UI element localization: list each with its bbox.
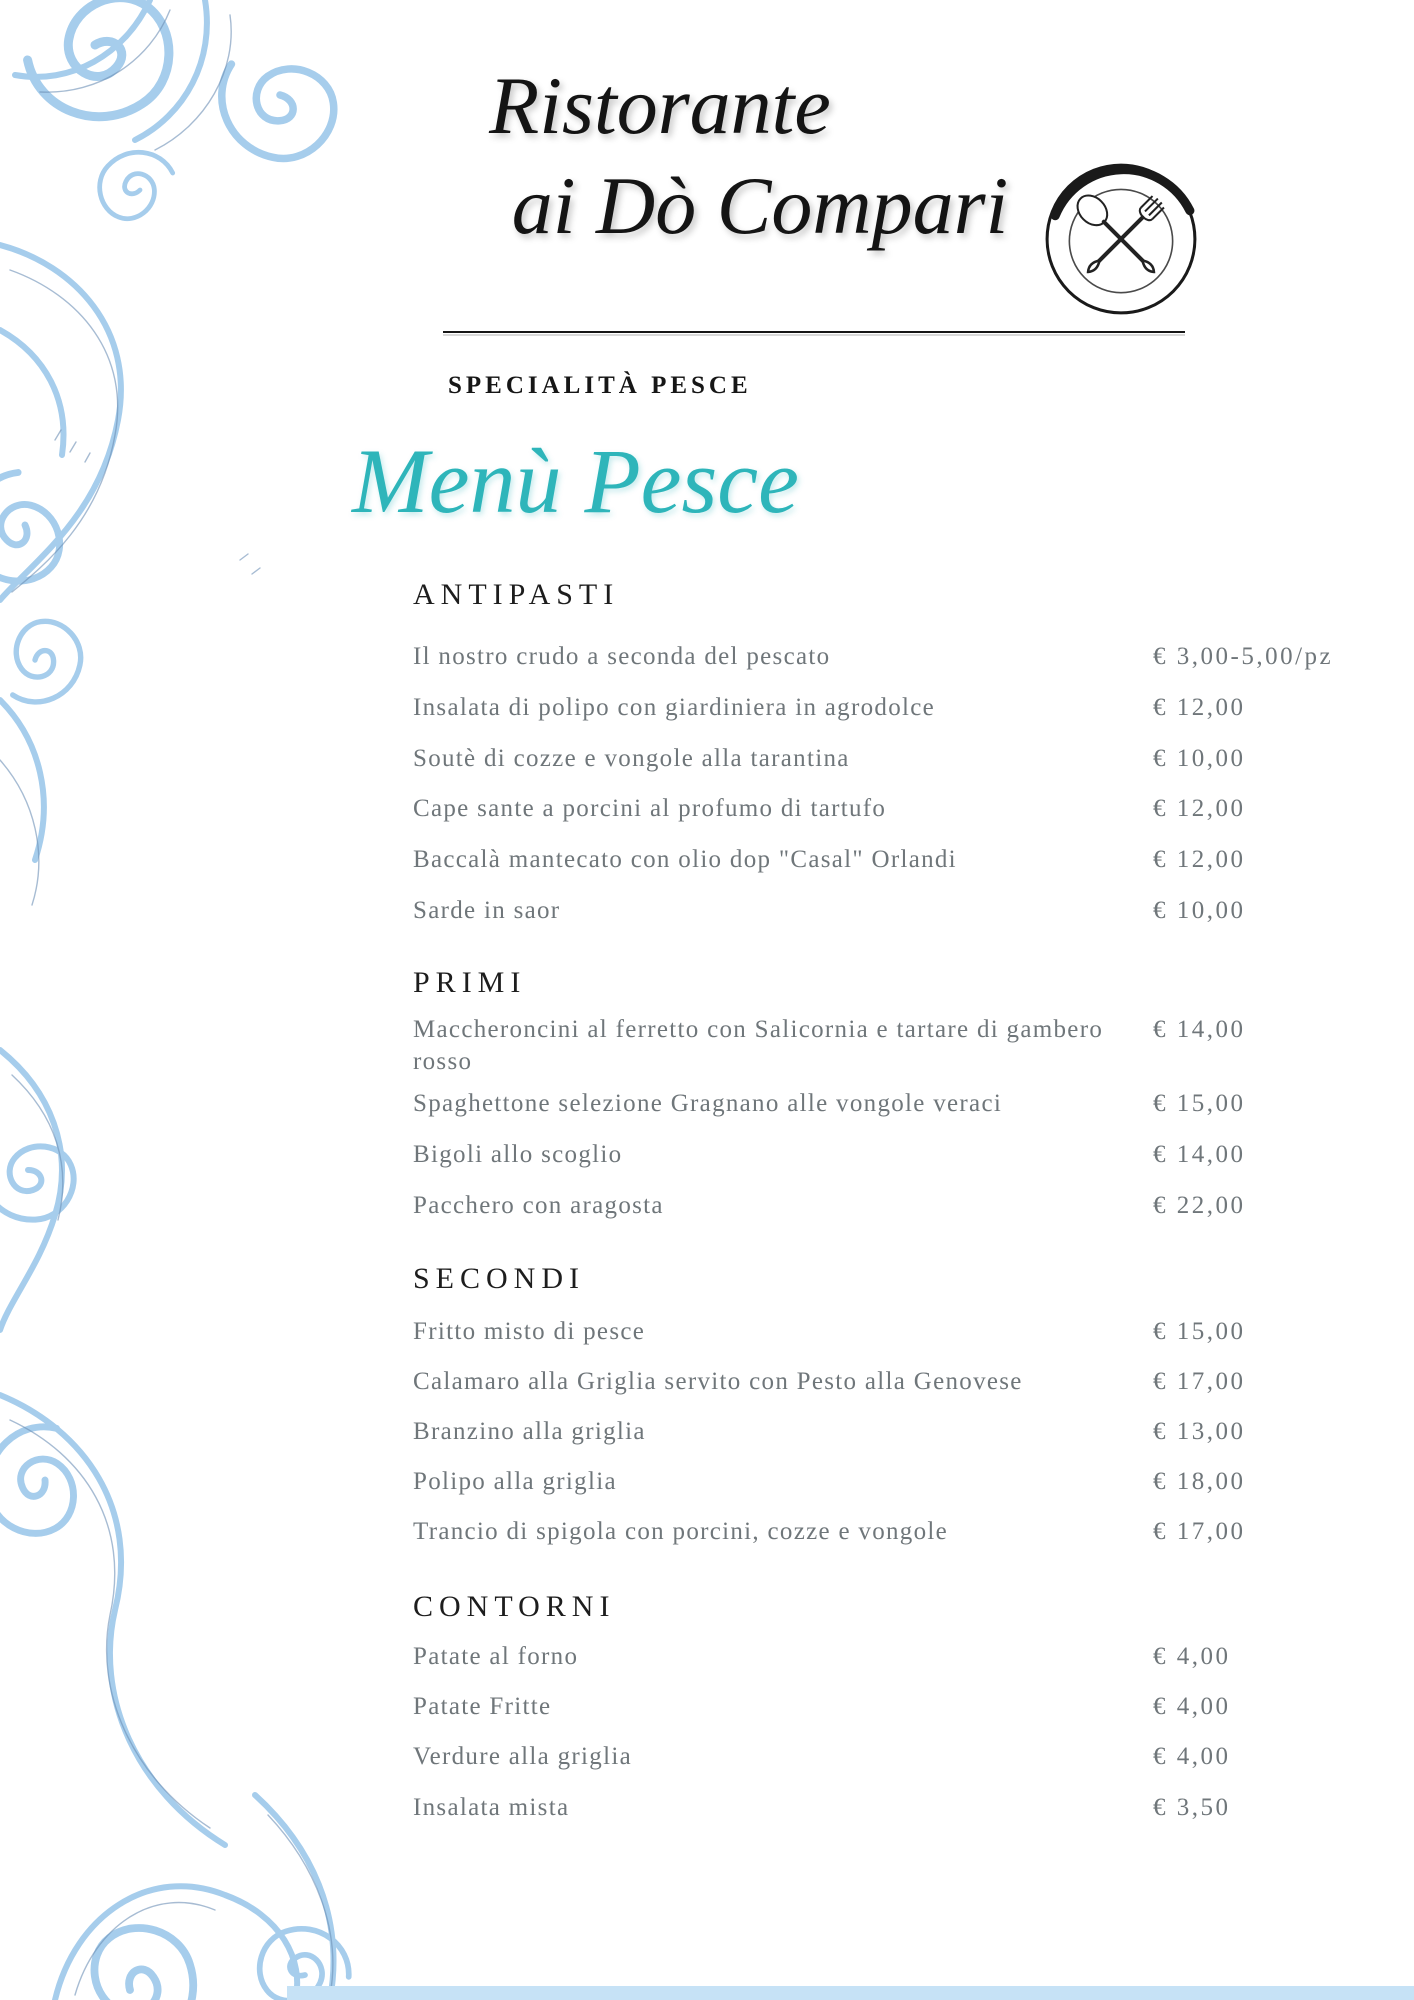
menu-item-row xyxy=(413,1741,1373,1773)
menu-item-price: € 14,00 xyxy=(1153,1016,1246,1043)
menu-item-row xyxy=(413,1014,1373,1078)
menu-item-name: Branzino alla griglia xyxy=(413,1418,646,1445)
menu-item-price: € 3,50 xyxy=(1153,1794,1231,1821)
restaurant-name-line2: ai Dò Compari xyxy=(511,160,1009,251)
menu-item-row xyxy=(413,1641,1373,1673)
menu-item-price: € 10,00 xyxy=(1153,745,1246,772)
menu-item-name: Maccheroncini al ferretto con Salicornia e tartare di gambero rosso xyxy=(413,1016,1104,1075)
menu-item-row xyxy=(413,895,1373,927)
menu-item-row xyxy=(413,1190,1373,1222)
menu-item-price: € 15,00 xyxy=(1153,1090,1246,1117)
menu-item-price: € 4,00 xyxy=(1153,1743,1231,1770)
menu-item-row xyxy=(413,1088,1373,1120)
menu-item-name: Soutè di cozze e vongole alla tarantina xyxy=(413,745,850,772)
swirl-ornament xyxy=(0,0,380,2000)
menu-item-name: Fritto misto di pesce xyxy=(413,1318,646,1345)
plate-cutlery-icon xyxy=(1040,158,1202,320)
menu-item-price: € 17,00 xyxy=(1153,1518,1246,1545)
menu-item-row xyxy=(413,844,1373,876)
menu-item-price: € 18,00 xyxy=(1153,1468,1246,1495)
specialita-pesce-subtitle: SPECIALITÀ PESCE xyxy=(448,372,752,399)
menu-item-price: € 4,00 xyxy=(1153,1693,1231,1720)
menu-item-price: € 22,00 xyxy=(1153,1192,1246,1219)
menu-item-name: Pacchero con aragosta xyxy=(413,1192,664,1219)
section-heading: PRIMI xyxy=(413,966,527,999)
bottom-accent-strip xyxy=(287,1986,1414,2000)
menu-item-price: € 14,00 xyxy=(1153,1141,1246,1168)
menu-item-name: Patate al forno xyxy=(413,1643,579,1670)
menu-item-name: Insalata mista xyxy=(413,1794,570,1821)
menu-item-price: € 12,00 xyxy=(1153,795,1246,822)
menu-item-name: Calamaro alla Griglia servito con Pesto alla Genovese xyxy=(413,1368,1023,1395)
menu-item-name: Spaghettone selezione Gragnano alle vongole veraci xyxy=(413,1090,1003,1117)
menu-item-row xyxy=(413,692,1373,724)
menu-item-row xyxy=(413,743,1373,775)
section-heading: SECONDI xyxy=(413,1262,586,1295)
menu-item-name: Verdure alla griglia xyxy=(413,1743,632,1770)
menu-item-name: Baccalà mantecato con olio dop "Casal" Orlandi xyxy=(413,846,957,873)
menu-item-row xyxy=(413,1139,1373,1171)
restaurant-name-line1: Ristorante xyxy=(489,60,831,151)
menu-item-price: € 13,00 xyxy=(1153,1418,1246,1445)
menu-item-name: Sarde in saor xyxy=(413,897,561,924)
menu-item-price: € 17,00 xyxy=(1153,1368,1246,1395)
menu-item-price: € 12,00 xyxy=(1153,846,1246,873)
menu-item-name: Insalata di polipo con giardiniera in agrodolce xyxy=(413,694,936,721)
menu-item-row xyxy=(413,1466,1373,1498)
section-heading: CONTORNI xyxy=(413,1590,616,1623)
menu-item-row xyxy=(413,1792,1373,1824)
menu-item-price: € 15,00 xyxy=(1153,1318,1246,1345)
menu-item-price: € 12,00 xyxy=(1153,694,1246,721)
menu-item-row xyxy=(413,1416,1373,1448)
menu-item-row xyxy=(413,793,1373,825)
menu-item-row xyxy=(413,641,1373,673)
menu-item-row xyxy=(413,1516,1373,1548)
menu-item-row xyxy=(413,1691,1373,1723)
menu-pesce-title: Menù Pesce xyxy=(352,430,799,532)
menu-item-row xyxy=(413,1316,1373,1348)
menu-item-row xyxy=(413,1366,1373,1398)
menu-item-name: Il nostro crudo a seconda del pescato xyxy=(413,643,831,670)
menu-item-price: € 10,00 xyxy=(1153,897,1246,924)
menu-item-name: Bigoli allo scoglio xyxy=(413,1141,623,1168)
menu-item-name: Patate Fritte xyxy=(413,1693,552,1720)
menu-item-price: € 3,00-5,00/pz xyxy=(1153,643,1334,670)
menu-item-name: Trancio di spigola con porcini, cozze e vongole xyxy=(413,1518,949,1545)
menu-item-price: € 4,00 xyxy=(1153,1643,1231,1670)
section-heading: ANTIPASTI xyxy=(413,578,620,611)
menu-item-name: Cape sante a porcini al profumo di tartufo xyxy=(413,795,887,822)
menu-item-name: Polipo alla griglia xyxy=(413,1468,617,1495)
title-underline-divider xyxy=(443,331,1185,333)
